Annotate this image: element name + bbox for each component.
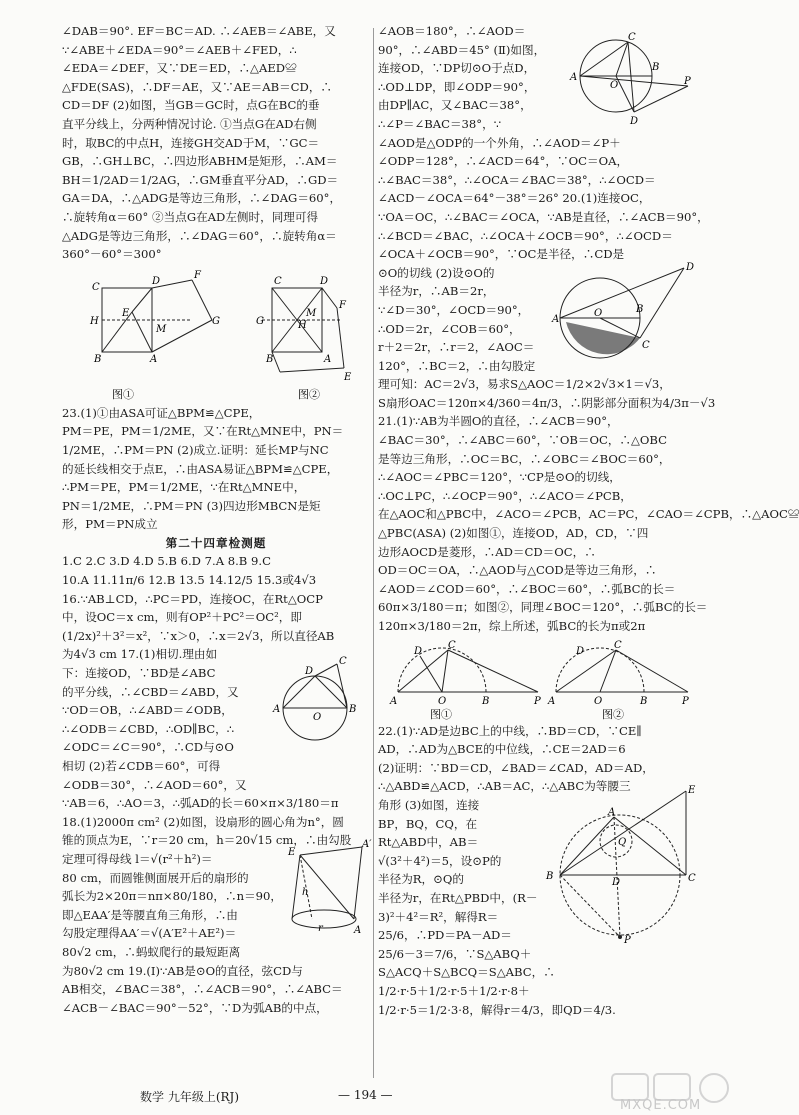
watermark-text: MXQE.COM	[620, 1098, 702, 1113]
circle-diagram-20	[554, 260, 694, 370]
answer-19-line: ∴OD⊥DP，即∠ODP＝90°，	[378, 79, 536, 94]
answer-19-line: ∠AOD是△ODP的一个外角，∴∠AOD＝∠P＋	[378, 135, 621, 150]
svg-text:M: M	[156, 323, 167, 335]
svg-text:C: C	[274, 275, 282, 287]
answer-18-line: 80 cm，而圆锥侧面展开后的扇形的	[62, 870, 249, 885]
answer-18-line: 为80√2 cm 19.(Ⅰ)∵AB是⊙O的直径，弦CD与	[62, 963, 303, 978]
svg-text:A′: A′	[362, 838, 372, 850]
answer-22r-b-line: 半径为R，⊙Q的	[378, 872, 464, 887]
svg-text:A: A	[150, 353, 158, 365]
answer-18-line: 80√2 cm，∴蚂蚁爬行的最短距离	[62, 944, 241, 959]
svg-text:B: B	[266, 353, 274, 365]
svg-text:P: P	[682, 695, 689, 707]
answer-20-line: ∴OD＝2r，∠COB＝60°，	[378, 321, 521, 336]
svg-text:C: C	[448, 639, 456, 651]
answer-17-line: 下：连接OD，∵BD是∠ABC	[62, 666, 216, 681]
answer-22-line: 时，取BC的中点H，连接GH交AD于M，∵GC＝	[62, 135, 320, 150]
column-divider	[373, 28, 374, 1078]
answer-21-line: 120π×3/180＝2π，综上所述，弧BC的长为π或2π	[378, 619, 646, 633]
page-number: — 194 —	[338, 1088, 393, 1102]
answer-21-line: 60π×3/180＝π；如图②，同理∠BOC＝120°，∴弧BC的长＝	[378, 600, 708, 615]
svg-text:C: C	[92, 281, 100, 293]
svg-text:A: A	[390, 695, 398, 707]
svg-text:A: A	[324, 353, 332, 365]
answer-20-line: 120°，∴BC＝2，∴由勾股定	[378, 358, 536, 373]
svg-text:C: C	[628, 32, 636, 43]
answer-20-line: ∵∠D＝30°，∠OCD＝90°，	[378, 302, 530, 317]
svg-text:C: C	[688, 872, 696, 884]
answer-19-line: ∠AOB＝180°，∴∠AOD＝	[378, 24, 526, 38]
svg-text:E: E	[344, 371, 352, 383]
answer-19-line: 由DP∥AC，又∠BAC＝38°，	[378, 98, 532, 113]
answer-21-line: 是等边三角形，∴OC＝BC，∴∠OBC＝∠BOC＝60°，	[378, 451, 671, 466]
svg-text:B: B	[94, 353, 102, 365]
answer-21-line: ∠BAC＝30°，∴∠ABC＝60°，∵OB＝OC，∴△OBC	[378, 433, 668, 448]
answer-22-line: GB，∴GH⊥BC，∴四边形ABHM是矩形，∴AM＝	[62, 154, 338, 169]
answer-18-line: 即△EAA′是等腰直角三角形，∴由	[62, 907, 238, 922]
svg-text:A: A	[273, 704, 281, 716]
answer-22r-b-line: 1/2·r·5＝1/2·3·8，解得r＝4/3，即QD＝4/3.	[378, 1002, 616, 1017]
svg-text:B: B	[652, 62, 660, 73]
svg-text:H: H	[90, 315, 99, 327]
svg-text:r: r	[318, 922, 323, 934]
answer-22-line: GA＝DA，∴△ADG是等边三角形，∴∠DAG＝60°，	[62, 191, 342, 206]
answer-17-line: ∴∠ODB＝∠CBD，∴OD∥BC，∴	[62, 721, 235, 736]
answer-16-line: 中，设OC＝x cm，则有OP²＋PC²＝OC²，即	[62, 610, 302, 625]
answer-23-line: 23.(1)①由ASA可证△BPM≌△CPE，	[62, 405, 261, 420]
figure-2-caption: 图②	[298, 387, 320, 401]
answer-18-line: 锥的顶点为E，∵r＝20 cm，h＝20√15 cm，∴由勾股	[62, 833, 352, 848]
answer-23-line: PN＝1/2ME，∴PM＝PN (3)四边形MBCN是矩	[62, 498, 321, 513]
svg-text:A: A	[354, 924, 362, 936]
answer-23-line: 1/2ME，∴PM＝PN (2)成立.证明：延长MP与NC	[62, 442, 329, 457]
answer-21-line: 21.(1)∵AB为半圆O的直径，∴∠ACB＝90°，	[378, 414, 619, 429]
answer-22r-b-line: S△ACQ＋S△BCQ＝S△ABC，∴	[378, 965, 555, 980]
answer-22r-line: 角形 (3)如图，连接	[378, 797, 480, 812]
svg-text:D: D	[320, 275, 329, 287]
answer-21-line: 边形AOCD是菱形，∴AD＝CD＝OC，∴	[378, 544, 596, 559]
answer-22r-b-line: 半径为r，在Rt△PBD中，(R－	[378, 890, 538, 905]
answer-22-line: △FDE(SAS)，∴DF＝AE，又∵AE＝AB＝CD，∴	[62, 79, 333, 94]
svg-text:A: A	[548, 695, 556, 707]
answer-22-line: 直平分线上，分两种情况讨论. ①当点G在AD右侧	[62, 116, 317, 131]
answer-22r-b-line: Rt△ABD中，AB＝	[378, 835, 479, 850]
svg-text:E: E	[688, 784, 696, 796]
answer-19-line: ∠ACD－∠OCA＝64°－38°＝26° 20.(1)连接OC，	[378, 191, 651, 206]
answer-22-line: ∠EDA＝∠DEF，又∵DE＝ED，∴△AED≌	[62, 61, 297, 76]
answer-20b-line: 理可知：AC＝2√3，易求S△AOC＝1/2×2√3×1＝√3，	[378, 377, 671, 392]
svg-text:H: H	[298, 319, 307, 331]
section-title: 第二十四章检测题	[165, 535, 267, 550]
answer-22r-b-line: BP，BQ，CQ，在	[378, 816, 478, 831]
circle-tangent-diagram	[267, 656, 367, 756]
answer-22-line: BH＝1/2AD＝1/2AG，∴GM垂直平分AD，∴GD＝	[62, 172, 339, 187]
answer-20-line: 半径为r，∴AB＝2r，	[378, 284, 495, 299]
answer-22-line: ∴旋转角α＝60° ②当点G在AD左侧时，同理可得	[62, 209, 319, 224]
answer-19-line: ∠OCA＋∠OCB＝90°，∵OC是半径，∴CD是	[378, 247, 625, 262]
answer-17-line: ∵AB＝6，∴AO＝3，∴弧AD的长＝60×π×3/180＝π	[62, 796, 339, 811]
answer-23-line: 的延长线相交于点E，∴由ASA易证△BPM≌△CPE，	[62, 461, 339, 476]
svg-text:C: C	[339, 656, 347, 668]
svg-text:C: C	[642, 339, 650, 351]
svg-text:O: O	[594, 307, 603, 319]
answer-17-line: ∠ODB＝30°，∴∠AOD＝60°，又	[62, 777, 247, 792]
circle-triangle-diagram	[538, 784, 698, 977]
answer-16-line: 16.∵AB⊥CD，∴PC＝PD，连接OC，在Rt△OCP	[62, 591, 323, 606]
answer-22r-b-line: 3)²＋4²＝R²，解得R＝	[378, 909, 499, 924]
svg-text:Q: Q	[618, 836, 627, 848]
svg-text:F: F	[339, 299, 346, 311]
answer-18-line: 定理可得母线 l＝√(r²＋h²)＝	[62, 851, 213, 866]
answer-22-line: CD＝DF (2)如图，当GB＝GC时，点G在BC的垂	[62, 98, 320, 113]
figure-squares	[62, 268, 370, 404]
answer-22r-b-line: 25/6－3＝7/6，∵S△ABQ＋	[378, 946, 532, 961]
svg-text:D: D	[152, 275, 161, 287]
answer-18-line: 弧长为2×20π＝nπ×80/180，∴n＝90，	[62, 889, 283, 904]
svg-text:B: B	[636, 303, 644, 315]
svg-text:A: A	[570, 72, 578, 83]
svg-text:E: E	[122, 307, 130, 319]
answer-17-line: ∠ODC＝∠C＝90°，∴CD与⊙O	[62, 740, 234, 755]
svg-text:A: A	[552, 313, 560, 325]
answer-22r-line: AD，∴AD为△BCE的中位线，∴CE＝2AD＝6	[378, 742, 626, 757]
figure-1-caption-right: 图①	[430, 707, 452, 721]
answer-16-line: 为4√3 cm 17.(1)相切.理由如	[62, 647, 218, 662]
answer-21	[378, 412, 799, 635]
figure-2-caption-right: 图②	[602, 707, 624, 721]
svg-text:D: D	[305, 666, 314, 678]
answer-key-list	[62, 552, 370, 589]
answer-20b-line: S扇形OAC＝120π×4/360＝4π/3，∴阴影部分面积为4/3π－√3	[378, 395, 716, 410]
answer-18-line: 18.(1)2000π cm² (2)如图，设扇形的圆心角为n°，圆	[62, 814, 344, 829]
answer-19-line: ∴∠BAC＝38°，∴∠OCA＝∠BAC＝38°，∴∠OCD＝	[378, 172, 656, 187]
answer-22r-line: (2)证明：∵BD＝CD，∠BAD＝∠CAD，AD＝AD，	[378, 760, 654, 775]
answer-key-line: 10.A 11.11π/6 12.B 13.5 14.12/5 15.3或4√3	[62, 573, 317, 588]
answer-22-line: ∵∠ABE＋∠EDA＝90°＝∠AEB＋∠FED，∴	[62, 42, 297, 57]
answer-22-continued	[62, 22, 370, 264]
answer-20-line: r＋2＝2r，∴r＝2，∠AOC＝	[378, 340, 535, 355]
answer-16	[62, 590, 370, 664]
answer-22-line: 360°－60°＝300°	[62, 247, 162, 262]
answer-19-line: 90°，∴∠ABD＝45° (Ⅱ)如图，	[378, 42, 546, 57]
answer-19-line: ∴∠P＝∠BAC＝38°，∵	[378, 116, 502, 131]
answer-17-line: 的平分线，∴∠CBD＝∠ABD，又	[62, 684, 239, 699]
answer-23-line: PM＝PE，PM＝1/2ME，又∵在Rt△MNE中，PN＝	[62, 424, 344, 439]
svg-text:O: O	[313, 712, 322, 724]
svg-text:D: D	[576, 645, 585, 657]
circle-diagram-19	[564, 28, 694, 126]
left-column	[62, 22, 370, 1017]
answer-19-line: ∠ODP＝128°，∴∠ACD＝64°，∵OC＝OA，	[378, 154, 629, 169]
figure-1-caption: 图①	[112, 387, 134, 401]
answer-21-line: 在△AOC和△PBC中，∠ACO＝∠PCB，AC＝PC，∠CAO＝∠CPB，∴△AOC≌	[378, 507, 799, 522]
answer-19-line: 连接OD，∵DP切⊙O于点D，	[378, 61, 536, 76]
svg-text:O: O	[594, 695, 603, 707]
answer-18-line: AB相交，∠BAC＝38°，∴∠ACB＝90°，∴∠ABC＝	[62, 982, 343, 997]
answer-23-line: 形，PM＝PN成立	[62, 517, 158, 532]
answer-22-line: ∠DAB＝90°. EF＝BC＝AD. ∴∠AEB＝∠ABE，又	[62, 24, 336, 38]
svg-text:G: G	[212, 315, 220, 327]
svg-text:D: D	[414, 645, 423, 657]
svg-text:O: O	[610, 80, 619, 91]
answer-19-line: ∵OA＝OC，∴∠BAC＝∠OCA，∵AB是直径，∴∠ACB＝90°，	[378, 209, 709, 224]
svg-text:D: D	[686, 261, 695, 273]
answer-22-line: △ADG是等边三角形，∴∠DAG＝60°，∴旋转角α＝	[62, 228, 337, 243]
answer-18-line: 勾股定理得AA′＝√(A′E²＋AE²)＝	[62, 926, 237, 941]
answer-19-line: ∴∠BCD＝∠BAC，∴∠OCA＋∠OCB＝90°，∴∠OCD＝	[378, 228, 673, 243]
svg-text:P: P	[624, 934, 631, 946]
answer-20-conclusion	[378, 375, 716, 412]
svg-text:E: E	[288, 846, 296, 858]
svg-text:h: h	[302, 886, 309, 898]
svg-text:D: D	[630, 116, 639, 127]
footer-subject: 数学 九年级上(RJ)	[140, 1090, 240, 1104]
answer-22r-b-line: √(3²＋4²)＝5，设⊙P的	[378, 853, 502, 868]
square-rotation-diagram	[62, 268, 370, 404]
right-column	[378, 22, 799, 1019]
svg-text:B: B	[546, 870, 554, 882]
svg-text:P: P	[684, 76, 691, 87]
answer-21-line: ∴∠AOC＝∠PBC＝120°，∵CP是⊙O的切线，	[378, 470, 621, 485]
svg-text:B: B	[640, 695, 648, 707]
answer-17-line: 相切 (2)若∠CDB＝60°，可得	[62, 759, 221, 773]
answer-22r-line: 22.(1)∵AD是边BC上的中线，∴BD＝CD，∵CE∥	[378, 723, 642, 738]
answer-23	[62, 404, 370, 534]
svg-text:D: D	[612, 876, 621, 888]
answer-20-line: ⊙O的切线 (2)设⊙O的	[378, 265, 495, 280]
answer-17-line: ∵OD＝OB，∴∠ABD＝∠ODB，	[62, 703, 233, 718]
answer-21-line: ∠AOD＝∠COD＝60°，∴∠BOC＝60°，∴弧BC的长＝	[378, 581, 676, 596]
svg-text:B: B	[349, 704, 357, 716]
svg-text:B: B	[482, 695, 490, 707]
answer-22r-b-line: 25/6，∴PD＝PA－AD＝	[378, 928, 512, 943]
svg-text:A: A	[608, 806, 616, 818]
answer-21-line: ∴OC⊥PC，∴∠OCP＝90°，∴∠ACO＝∠PCB，	[378, 488, 632, 503]
svg-text:C: C	[614, 639, 622, 651]
answer-21-line: OD＝OC＝OA，∴△AOD与△COD是等边三角形，∴	[378, 563, 657, 578]
semicircle-diagrams	[378, 636, 696, 722]
answer-key-line: 1.C 2.C 3.D 4.D 5.B 6.D 7.A 8.B 9.C	[62, 554, 271, 569]
answer-16-line: (1/2x)²＋3²＝x²，∵x＞0，∴x＝2√3，所以直径AB	[62, 628, 335, 643]
svg-text:G: G	[256, 315, 264, 327]
answer-22r-b-line: 1/2·r·5＋1/2·r·5＋1/2·r·8＋	[378, 983, 530, 998]
svg-text:P: P	[534, 695, 541, 707]
svg-text:M: M	[306, 307, 317, 319]
answer-22r-line: ∴△ABD≌△ACD，∴AB＝AC，∴△ABC为等腰三	[378, 779, 631, 794]
answer-21-line: △PBC(ASA) (2)如图①，连接OD，AD，CD，∵四	[378, 526, 649, 541]
answer-23-line: ∴PM＝PE，PM＝1/2ME，∵在Rt△MNE中，	[62, 480, 306, 495]
answer-18-line: ∠ACB－∠BAC＝90°－52°，∵D为弧AB的中点，	[62, 1000, 328, 1015]
cone-diagram	[282, 839, 370, 943]
svg-text:O: O	[438, 695, 447, 707]
svg-text:F: F	[194, 269, 201, 281]
figure-semicircles	[378, 636, 696, 722]
